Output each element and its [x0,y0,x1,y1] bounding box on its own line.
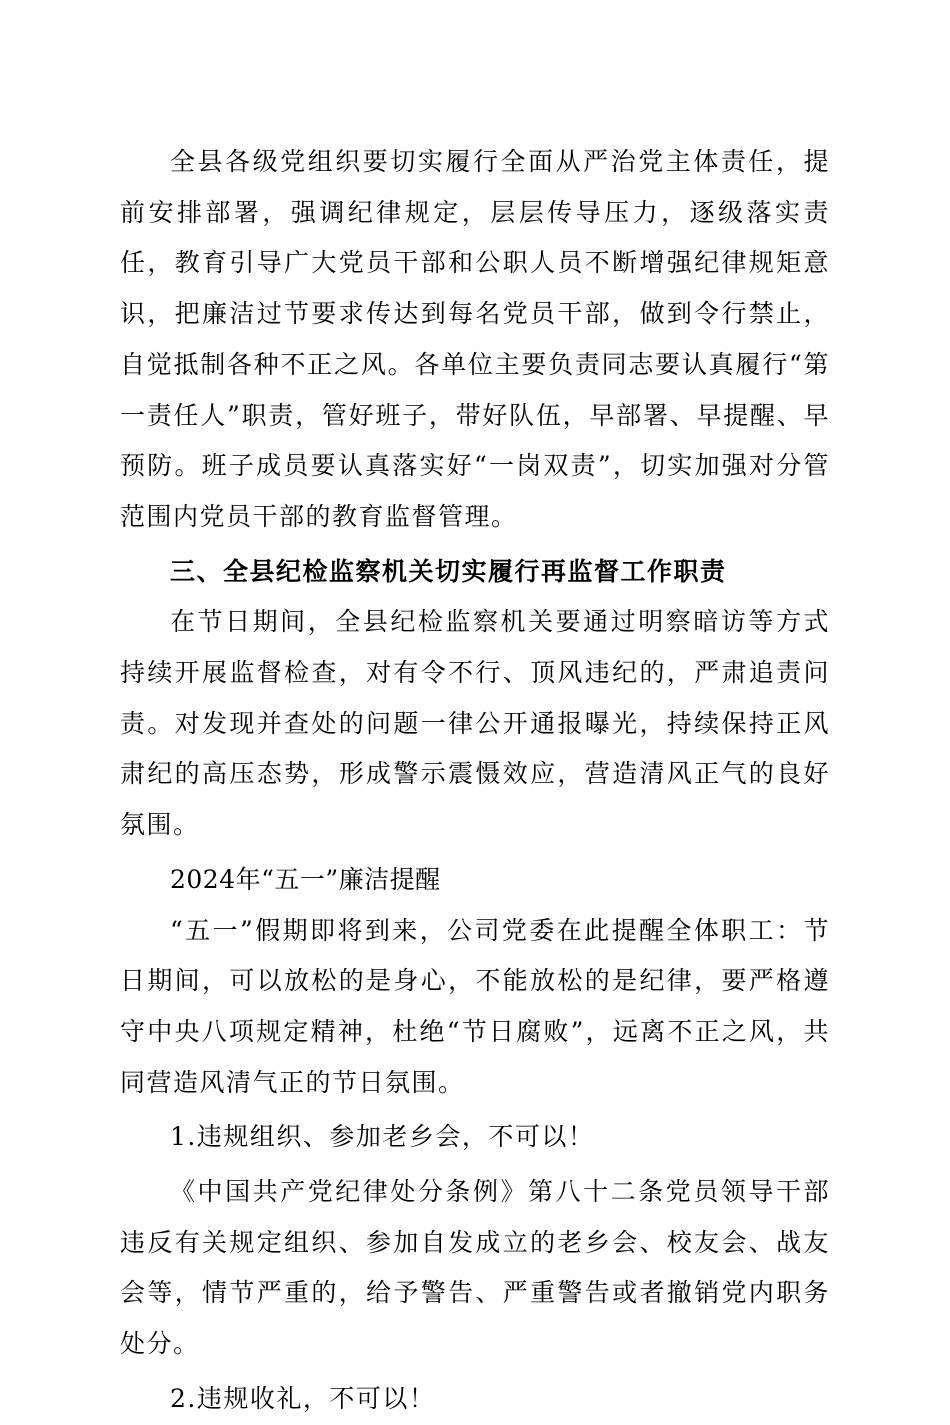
paragraph-party-responsibility: 全县各级党组织要切实履行全面从严治党主体责任，提前安排部署，强调纪律规定，层层传导压力，逐级落实责任，教育引导广大党员干部和公职人员不断增强纪律规矩意识，把廉洁过节要求传达到每名党员干部，做到令行禁止，自觉抵制各种不正之风。各单位主要负责同志要认真履行“第一责任人”职责，管好班子，带好队伍，早部署、早提醒、早预防。班子成员要认真落实好“一岗双责”，切实加强对分管范围内党员干部的教育监督管理。 [120,147,830,531]
document-body [120,137,830,1425]
rule-item-2: 2.违规收礼，不可以！ [170,1383,436,1413]
paragraph-holiday-inspection: 在节日期间，全县纪检监察机关要通过明察暗访等方式持续开展监督检查，对有令不行、顶风违纪的，严肃追责问责。对发现并查处的问题一律公开通报曝光，持续保持正风肃纪的高压态势，形成警示震慑效应，营造清风正气的良好氛围。 [120,607,830,840]
rule-item-1: 1.违规组织、参加老乡会，不可以！ [170,1122,595,1152]
section-heading-supervision: 三、全县纪检监察机关切实履行再监督工作职责 [170,556,727,586]
reminder-title: 2024年“五一”廉洁提醒 [170,864,441,894]
paragraph-may-day-reminder: “五一”假期即将到来，公司党委在此提醒全体职工：节日期间，可以放松的是身心，不能放松的是纪律，要严格遵守中央八项规定精神，杜绝“节日腐败”，远离不正之风，共同营造风清气正的节日氛围。 [120,915,830,1097]
paragraph-regulation-article-82: 《中国共产党纪律处分条例》第八十二条党员领导干部违反有关规定组织、参加自发成立的老乡会、校友会、战友会等，情节严重的，给予警告、严重警告或者撤销党内职务处分。 [120,1177,830,1359]
